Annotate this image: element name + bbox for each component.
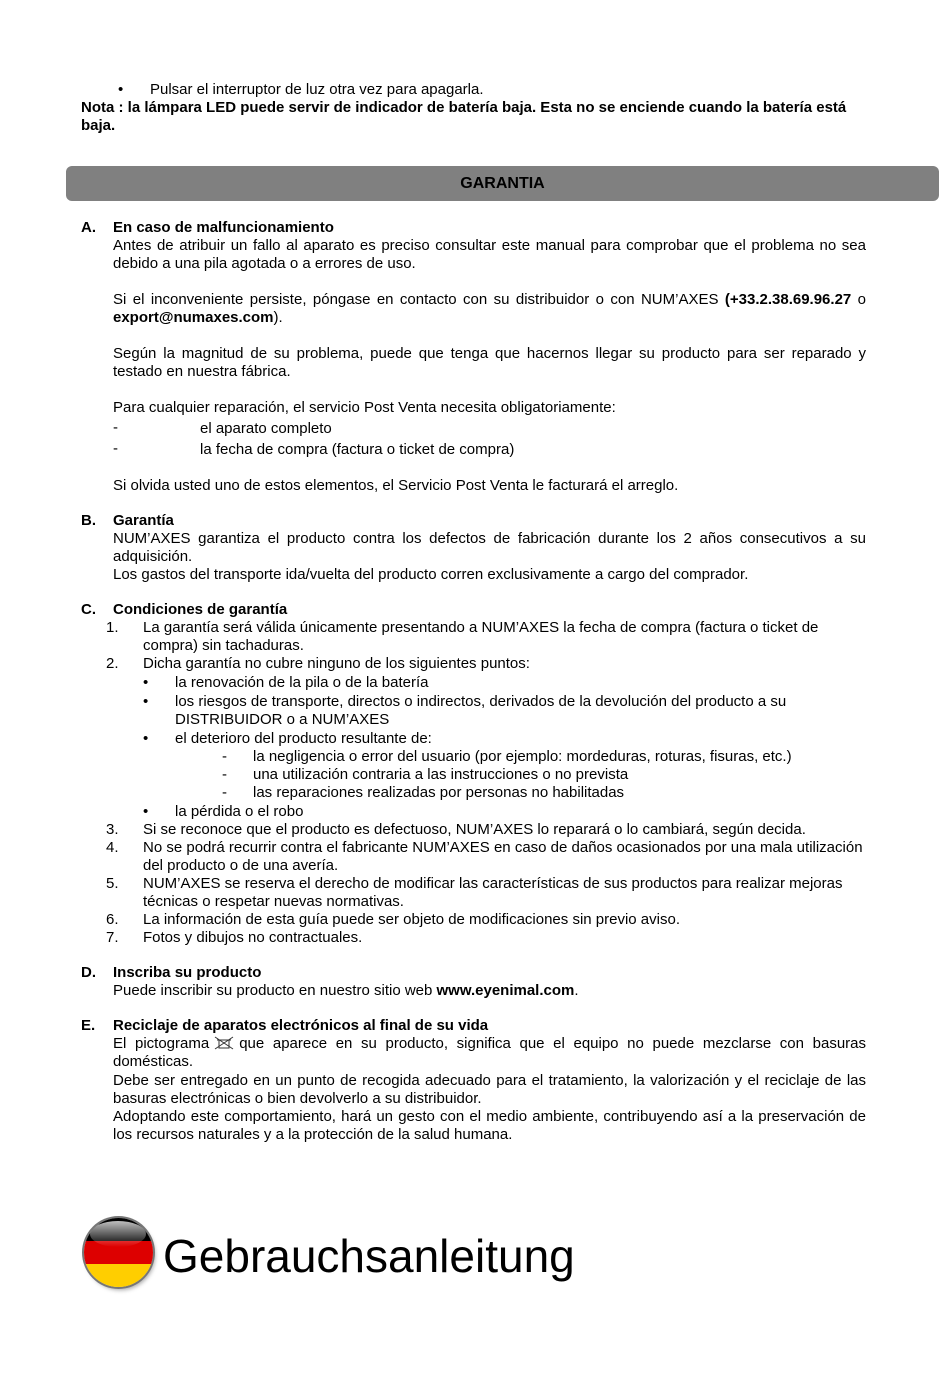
condition-3: Si se reconoce que el producto es defectuoso, NUM’AXES lo reparará o lo cambiará, según decida. <box>143 821 806 838</box>
dash-marker: - <box>222 766 227 783</box>
section-a-p4: Para cualquier reparación, el servicio Post Venta necesita obligatoriamente: <box>113 399 616 416</box>
crossed-bin-icon <box>213 1036 235 1050</box>
required-item: el aparato completo <box>200 420 332 437</box>
required-item: la fecha de compra (factura o ticket de compra) <box>200 441 515 458</box>
section-e-letter: E. <box>81 1017 96 1034</box>
section-e-p3: Adoptando este comportamiento, hará un gesto con el medio ambiente, contribuyendo así a la preservación de los recursos naturales y a la protección de la salud humana. <box>113 1108 866 1143</box>
section-b-p2: Los gastos del transporte ida/vuelta del producto corren exclusivamente a cargo del comprador. <box>113 566 749 583</box>
list-number: 6. <box>106 911 119 928</box>
contact-or: o <box>851 291 866 308</box>
bullet-marker: • <box>118 81 124 98</box>
contact-phone: (+33.2.38.69.96.27 <box>724 291 852 308</box>
list-number: 3. <box>106 821 119 838</box>
section-e-title: Reciclaje de aparatos electrónicos al final de su vida <box>113 1017 489 1034</box>
pictogram-text-post: que aparece en su producto, significa que el equipo no puede mezclarse con basuras domésticas. <box>113 1035 866 1070</box>
contact-email: export@numaxes.com <box>113 309 274 326</box>
section-e-p2: Debe ser entregado en un punto de recogida adecuado para el tratamiento, la valorización y el reciclaje de las basuras electrónicas o bien devolverlo a su distribuidor. <box>113 1072 866 1107</box>
condition-4: No se podrá recurrir contra el fabricante NUM’AXES en caso de daños ocasionados por una mala utilización del producto o de una avería. <box>143 839 863 874</box>
condition-1: La garantía será válida únicamente presentando a NUM’AXES la fecha de compra (factura o ticket de compra) sin tachaduras. <box>143 619 819 654</box>
exclusion-item: la renovación de la pila o de la batería <box>175 674 429 691</box>
banner-title: GARANTIA <box>460 175 545 192</box>
section-a-title: En caso de malfuncionamiento <box>113 219 334 236</box>
damage-cause: las reparaciones realizadas por personas no habilitadas <box>253 784 625 801</box>
bullet-marker: • <box>143 693 149 710</box>
section-a-p5: Si olvida usted uno de estos elementos, el Servicio Post Venta le facturará el arreglo. <box>113 477 679 494</box>
condition-6: La información de esta guía puede ser objeto de modificaciones sin previo aviso. <box>143 911 680 928</box>
dash-marker: - <box>222 748 227 765</box>
flag-shine <box>90 1221 146 1247</box>
section-d-letter: D. <box>81 964 96 981</box>
section-c-letter: C. <box>81 601 96 618</box>
section-a-p1: Antes de atribuir un fallo al aparato es preciso consultar este manual para comprobar que el problema no sea debido a una pila agotada o a errores de uso. <box>113 237 866 272</box>
battery-note: Nota : la lámpara LED puede servir de indicador de batería baja. Esta no se enciende cuando la batería está baja. <box>81 99 847 134</box>
dash-marker: - <box>113 419 118 436</box>
german-flag-icon <box>84 1218 153 1287</box>
bullet-marker: • <box>143 730 149 747</box>
register-end: . <box>574 982 579 999</box>
pictogram-text-pre: El pictograma <box>113 1035 210 1052</box>
condition-7: Fotos y dibujos no contractuales. <box>143 929 363 946</box>
section-banner <box>66 166 939 201</box>
list-number: 1. <box>106 619 119 636</box>
required-items-list <box>0 419 950 459</box>
section-a-p3: Según la magnitud de su problema, puede que tenga que hacernos llegar su producto para ser reparado y testado en nuestra fábrica. <box>113 345 866 380</box>
section-a-letter: A. <box>81 219 96 236</box>
damage-cause: la negligencia o error del usuario (por ejemplo: mordeduras, roturas, fisuras, etc.) <box>253 748 792 765</box>
list-number: 7. <box>106 929 119 946</box>
list-number: 2. <box>106 655 119 672</box>
manual-language-title: Gebrauchsanleitung <box>163 1230 575 1282</box>
condition-5: NUM’AXES se reserva el derecho de modificar las características de sus productos para realizar mejoras técnicas o respetar nuevas normativas. <box>143 875 843 910</box>
list-number: 5. <box>106 875 119 892</box>
exclusion-item: los riesgos de transporte, directos o indirectos, derivados de la devolución del producto a su DISTRIBUIDOR o a NUM’AXES <box>175 693 787 728</box>
section-b-letter: B. <box>81 512 96 529</box>
contact-text: Si el inconveniente persiste, póngase en contacto con su distribuidor o con NUM’AXES <box>113 291 725 308</box>
condition-2: Dicha garantía no cubre ninguno de los siguientes puntos: <box>143 655 530 672</box>
section-b-p1: NUM’AXES garantiza el producto contra los defectos de fabricación durante los 2 años consecutivos a su adquisición. <box>113 530 866 565</box>
website-link[interactable]: www.eyenimal.com <box>436 982 575 999</box>
exclusion-item: el deterioro del producto resultante de: <box>175 730 432 747</box>
register-text: Puede inscribir su producto en nuestro sitio web <box>113 982 437 999</box>
list-number: 4. <box>106 839 119 856</box>
damage-cause: una utilización contraria a las instrucciones o no prevista <box>253 766 629 783</box>
exclusion-item: la pérdida o el robo <box>175 803 304 820</box>
contact-close: ). <box>273 309 283 326</box>
section-d-title: Inscriba su producto <box>113 964 262 981</box>
dash-marker: - <box>113 440 118 457</box>
conditions-list <box>0 619 950 949</box>
section-b-title: Garantía <box>113 512 174 529</box>
section-e-p1 <box>113 1035 866 1071</box>
section-d-p <box>113 982 866 1000</box>
flag-band-gold <box>84 1264 153 1287</box>
bullet-marker: • <box>143 803 149 820</box>
section-a-p2 <box>113 291 866 327</box>
bullet-marker: • <box>143 674 149 691</box>
dash-marker: - <box>222 784 227 801</box>
section-c-title: Condiciones de garantía <box>113 601 288 618</box>
intro-bullet-text: Pulsar el interruptor de luz otra vez para apagarla. <box>150 81 484 98</box>
